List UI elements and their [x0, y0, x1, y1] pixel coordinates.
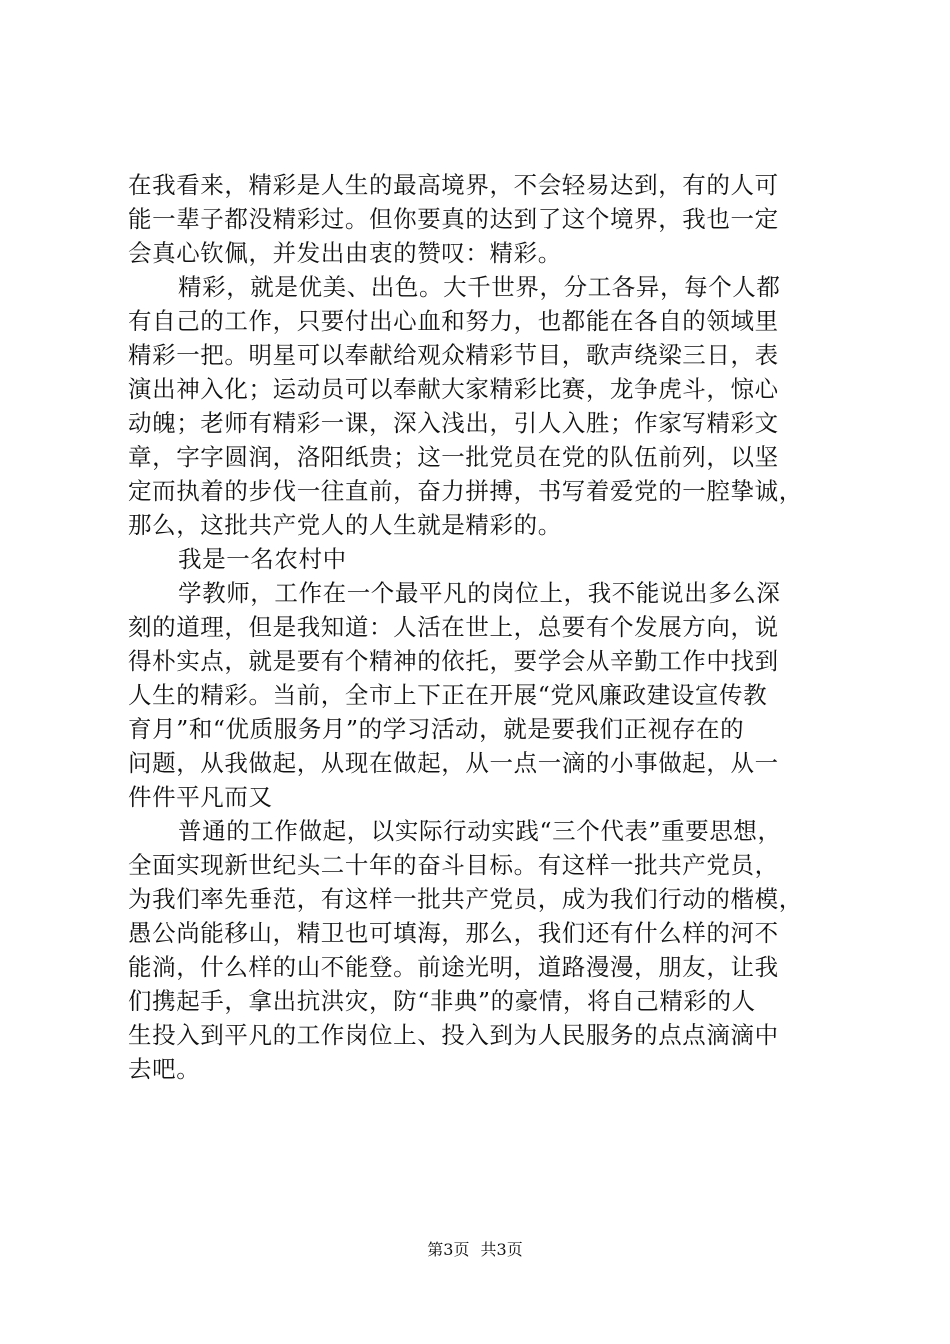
text-line: 愚公尚能移山，精卫也可填海，那么，我们还有什么样的河不	[128, 919, 779, 947]
page-total: 共3页	[480, 1240, 523, 1259]
text-line: 学教师，工作在一个最平凡的岗位上，我不能说出多么深	[178, 579, 781, 607]
text-line: 问题，从我做起，从现在做起，从一点一滴的小事做起，从一	[128, 749, 779, 777]
page-footer	[0, 1240, 950, 1260]
text-line: 育月”和“优质服务月”的学习活动，就是要我们正视存在的	[128, 715, 745, 743]
text-line: 在我看来，精彩是人生的最高境界，不会轻易达到，有的人可	[128, 171, 779, 199]
text-line: 能淌，什么样的山不能登。前途光明，道路漫漫，朋友，让我	[128, 953, 779, 981]
text-line: 普通的工作做起，以实际行动实践“三个代表”重要思想，	[178, 817, 782, 845]
text-line: 生投入到平凡的工作岗位上、投入到为人民服务的点点滴滴中	[128, 1021, 779, 1049]
text-line: 精彩，就是优美、出色。大千世界，分工各异，每个人都	[178, 273, 781, 301]
text-line: 我是一名农村中	[178, 545, 347, 573]
text-line: 动魄；老师有精彩一课，深入浅出，引人入胜；作家写精彩文	[128, 409, 779, 437]
text-line: 件件平凡而又	[128, 783, 273, 811]
text-line: 人生的精彩。当前，全市上下正在开展“党风廉政建设宣传教	[128, 681, 768, 709]
text-line: 们携起手，拿出抗洪灾，防“非典”的豪情，将自己精彩的人	[128, 987, 756, 1015]
page-number: 第3页	[427, 1240, 470, 1259]
text-line: 得朴实点，就是要有个精神的依托，要学会从辛勤工作中找到	[128, 647, 779, 675]
text-line: 精彩一把。明星可以奉献给观众精彩节目，歌声绕梁三日，表	[128, 341, 779, 369]
text-line: 那么，这批共产党人的人生就是精彩的。	[128, 511, 562, 539]
text-line: 为我们率先垂范，有这样一批共产党员，成为我们行动的楷模，	[128, 885, 803, 913]
text-line: 会真心钦佩，并发出由衷的赞叹：精彩。	[128, 239, 562, 267]
text-line: 刻的道理，但是我知道：人活在世上，总要有个发展方向，说	[128, 613, 779, 641]
text-line: 全面实现新世纪头二十年的奋斗目标。有这样一批共产党员，	[128, 851, 779, 879]
text-line: 能一辈子都没精彩过。但你要真的达到了这个境界，我也一定	[128, 205, 779, 233]
text-line: 演出神入化；运动员可以奉献大家精彩比赛，龙争虎斗，惊心	[128, 375, 779, 403]
text-line: 去吧。	[128, 1055, 201, 1083]
text-line: 定而执着的步伐一往直前，奋力拼搏，书写着爱党的一腔挚诚，	[128, 477, 803, 505]
text-line: 章，字字圆润，洛阳纸贵；这一批党员在党的队伍前列，以坚	[128, 443, 779, 471]
text-line: 有自己的工作，只要付出心血和努力，也都能在各自的领域里	[128, 307, 779, 335]
